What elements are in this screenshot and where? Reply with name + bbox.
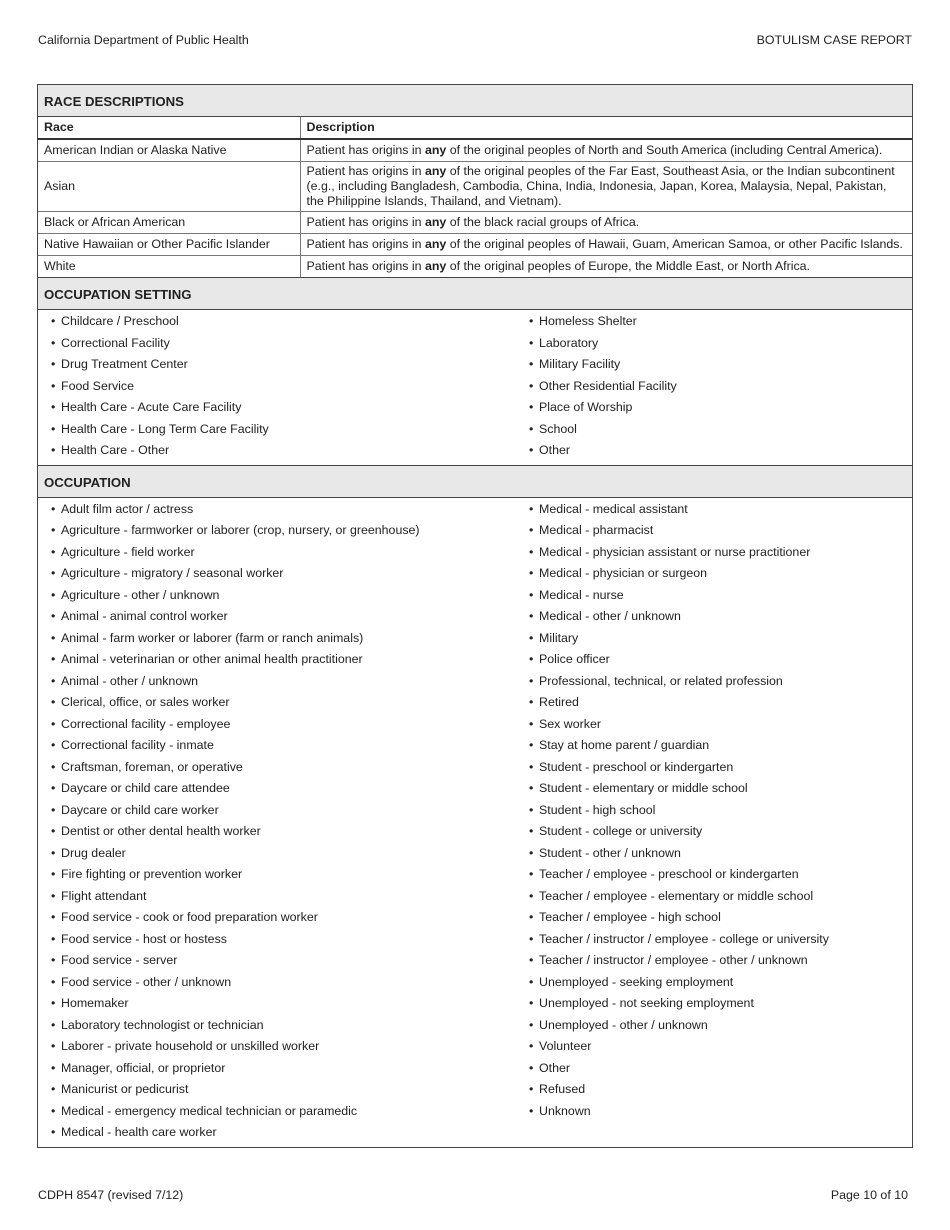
bullet-icon: • bbox=[51, 888, 56, 903]
list-item-label: Food service - cook or food preparation worker bbox=[61, 910, 318, 924]
list-item-label: Homeless Shelter bbox=[539, 314, 637, 328]
list-item-label: Dentist or other dental health worker bbox=[61, 824, 261, 838]
bullet-icon: • bbox=[51, 738, 56, 752]
list-item bbox=[51, 908, 529, 930]
bullet-icon: • bbox=[529, 802, 534, 817]
list-item bbox=[529, 377, 912, 399]
list-item bbox=[529, 312, 912, 334]
bullet-icon: • bbox=[51, 587, 56, 602]
list-item-label: Manager, official, or proprietor bbox=[61, 1060, 226, 1075]
list-item-label: Student - other / unknown bbox=[539, 845, 681, 860]
list-item-label: Animal - veterinarian or other animal health practitioner bbox=[61, 652, 363, 666]
list-item bbox=[51, 801, 529, 823]
bullet-icon: • bbox=[529, 421, 534, 436]
bullet-icon: • bbox=[529, 910, 534, 924]
list-item-label: Daycare or child care worker bbox=[61, 802, 219, 817]
list-item bbox=[51, 779, 529, 801]
list-item bbox=[529, 973, 912, 995]
list-item bbox=[529, 650, 912, 672]
list-item bbox=[529, 930, 912, 952]
list-item bbox=[529, 586, 912, 608]
list-item-label: Manicurist or pedicurist bbox=[61, 1082, 189, 1096]
list-item-label: Other bbox=[539, 1060, 570, 1075]
list-item bbox=[529, 1102, 912, 1124]
list-item bbox=[529, 564, 912, 586]
bullet-icon: • bbox=[529, 335, 534, 350]
list-item-label: Refused bbox=[539, 1082, 586, 1096]
list-item-label: Unemployed - other / unknown bbox=[539, 1017, 708, 1032]
occupation-list bbox=[38, 498, 912, 1147]
occupation-setting-right-column bbox=[529, 312, 912, 463]
list-item-label: Volunteer bbox=[539, 1039, 592, 1053]
list-item bbox=[51, 865, 529, 887]
bullet-icon: • bbox=[51, 443, 56, 457]
list-item-label: Food Service bbox=[61, 378, 135, 393]
form-number: CDPH 8547 (revised 7/12) bbox=[38, 1188, 184, 1202]
list-item-label: Student - college or university bbox=[539, 824, 703, 838]
list-item-label: Student - elementary or middle school bbox=[539, 781, 748, 795]
list-item bbox=[51, 521, 529, 543]
list-item-label: Agriculture - migratory / seasonal worker bbox=[61, 566, 284, 580]
list-item bbox=[51, 398, 529, 420]
bullet-icon: • bbox=[529, 996, 534, 1010]
bullet-icon: • bbox=[529, 974, 534, 989]
bullet-icon: • bbox=[529, 953, 534, 967]
table-row bbox=[38, 256, 912, 278]
list-item-label: Police officer bbox=[539, 652, 610, 666]
list-item-label: Medical - other / unknown bbox=[539, 609, 681, 623]
bullet-icon: • bbox=[529, 781, 534, 795]
bullet-icon: • bbox=[529, 566, 534, 580]
list-item bbox=[51, 930, 529, 952]
list-item-label: Daycare or child care attendee bbox=[61, 781, 230, 795]
list-item-label: Food service - server bbox=[61, 953, 178, 967]
bullet-icon: • bbox=[529, 931, 534, 946]
list-item-label: Teacher / employee - elementary or middle school bbox=[539, 888, 814, 903]
list-item-label: Medical - nurse bbox=[539, 587, 624, 602]
bullet-icon: • bbox=[51, 974, 56, 989]
bullet-icon: • bbox=[529, 1039, 534, 1053]
bullet-icon: • bbox=[51, 931, 56, 946]
bullet-icon: • bbox=[51, 824, 56, 838]
list-item bbox=[529, 441, 912, 463]
table-row bbox=[38, 234, 912, 256]
list-item bbox=[51, 994, 529, 1016]
table-row bbox=[38, 139, 912, 162]
bullet-icon: • bbox=[51, 1017, 56, 1032]
bullet-icon: • bbox=[529, 716, 534, 731]
list-item-label: Agriculture - other / unknown bbox=[61, 587, 220, 602]
list-item bbox=[51, 377, 529, 399]
page-number: Page 10 of 10 bbox=[830, 1188, 908, 1202]
bullet-icon: • bbox=[529, 888, 534, 903]
bullet-icon: • bbox=[529, 501, 534, 516]
race-description: Patient has origins in any of the original peoples of North and South America (including Central America). bbox=[300, 139, 912, 162]
bullet-icon: • bbox=[529, 1060, 534, 1075]
list-item bbox=[529, 758, 912, 780]
list-item bbox=[529, 779, 912, 801]
list-item bbox=[51, 420, 529, 442]
list-item bbox=[51, 973, 529, 995]
list-item-label: Childcare / Preschool bbox=[61, 314, 179, 328]
list-item-label: Health Care - Other bbox=[61, 443, 170, 457]
list-item-label: Student - high school bbox=[539, 802, 656, 817]
bullet-icon: • bbox=[529, 523, 534, 537]
list-item bbox=[529, 715, 912, 737]
header-report-title: BOTULISM CASE REPORT bbox=[756, 33, 912, 47]
list-item-label: Other Residential Facility bbox=[539, 378, 677, 393]
list-item bbox=[529, 500, 912, 522]
occupation-setting-left-column bbox=[38, 312, 529, 463]
list-item bbox=[51, 441, 529, 463]
bullet-icon: • bbox=[51, 673, 56, 688]
list-item-label: Medical - medical assistant bbox=[539, 501, 688, 516]
bullet-icon: • bbox=[51, 421, 56, 436]
bullet-icon: • bbox=[51, 781, 56, 795]
bullet-icon: • bbox=[529, 400, 534, 414]
bullet-icon: • bbox=[529, 673, 534, 688]
list-item bbox=[51, 844, 529, 866]
list-item bbox=[51, 736, 529, 758]
bullet-icon: • bbox=[51, 1103, 56, 1118]
list-item-label: Teacher / employee - high school bbox=[539, 910, 721, 924]
list-item-label: Laborer - private household or unskilled worker bbox=[61, 1039, 320, 1053]
occupation-setting-list bbox=[38, 310, 912, 465]
list-item-label: Correctional facility - employee bbox=[61, 716, 231, 731]
bullet-icon: • bbox=[51, 609, 56, 623]
bullet-icon: • bbox=[529, 738, 534, 752]
list-item-label: Craftsman, foreman, or operative bbox=[61, 759, 243, 774]
list-item-label: Unemployed - not seeking employment bbox=[539, 996, 754, 1010]
race-table bbox=[38, 117, 912, 277]
list-item bbox=[51, 1080, 529, 1102]
list-item bbox=[529, 521, 912, 543]
bullet-icon: • bbox=[529, 652, 534, 666]
bullet-icon: • bbox=[529, 357, 534, 371]
list-item bbox=[51, 758, 529, 780]
list-item-label: Clerical, office, or sales worker bbox=[61, 695, 230, 709]
list-item bbox=[529, 607, 912, 629]
list-item bbox=[51, 607, 529, 629]
list-item-label: Teacher / instructor / employee - college or university bbox=[539, 931, 829, 946]
list-item bbox=[529, 908, 912, 930]
bullet-icon: • bbox=[529, 867, 534, 881]
bullet-icon: • bbox=[529, 824, 534, 838]
list-item-label: Health Care - Long Term Care Facility bbox=[61, 421, 269, 436]
bullet-icon: • bbox=[51, 910, 56, 924]
list-item bbox=[51, 355, 529, 377]
list-item bbox=[51, 586, 529, 608]
bullet-icon: • bbox=[51, 1039, 56, 1053]
bullet-icon: • bbox=[51, 378, 56, 393]
race-column-header: Race bbox=[38, 117, 300, 139]
list-item-label: Health Care - Acute Care Facility bbox=[61, 400, 242, 414]
race-name: White bbox=[38, 256, 300, 278]
list-item bbox=[51, 543, 529, 565]
list-item-label: Military Facility bbox=[539, 357, 621, 371]
list-item bbox=[529, 629, 912, 651]
race-description: Patient has origins in any of the original peoples of the Far East, Southeast Asia, or the Indian subcontinent (e.g., including Bangladesh, Cambodia, China, India, Indonesia, Japan, Korea, Malaysia, Nepal, Pakistan, the Philippine Islands, Thailand, and Vietnam). bbox=[300, 162, 912, 212]
list-item bbox=[529, 736, 912, 758]
list-item bbox=[51, 1037, 529, 1059]
bullet-icon: • bbox=[51, 544, 56, 559]
bullet-icon: • bbox=[51, 867, 56, 881]
bullet-icon: • bbox=[529, 609, 534, 623]
list-item bbox=[51, 334, 529, 356]
bullet-icon: • bbox=[51, 652, 56, 666]
bullet-icon: • bbox=[51, 1125, 56, 1139]
bullet-icon: • bbox=[51, 1060, 56, 1075]
bullet-icon: • bbox=[51, 996, 56, 1010]
list-item bbox=[51, 312, 529, 334]
list-item bbox=[51, 951, 529, 973]
race-name: Asian bbox=[38, 162, 300, 212]
list-item bbox=[51, 500, 529, 522]
list-item bbox=[529, 994, 912, 1016]
list-item bbox=[51, 629, 529, 651]
list-item-label: Laboratory bbox=[539, 335, 599, 350]
list-item-label: Animal - farm worker or laborer (farm or ranch animals) bbox=[61, 630, 364, 645]
list-item-label: Agriculture - field worker bbox=[61, 544, 195, 559]
bullet-icon: • bbox=[51, 335, 56, 350]
bullet-icon: • bbox=[51, 802, 56, 817]
bullet-icon: • bbox=[51, 845, 56, 860]
list-item bbox=[529, 951, 912, 973]
bullet-icon: • bbox=[529, 544, 534, 559]
race-description: Patient has origins in any of the original peoples of Hawaii, Guam, American Samoa, or other Pacific Islands. bbox=[300, 234, 912, 256]
list-item-label: Teacher / employee - preschool or kindergarten bbox=[539, 867, 799, 881]
list-item bbox=[51, 887, 529, 909]
race-description: Patient has origins in any of the black racial groups of Africa. bbox=[300, 212, 912, 234]
bullet-icon: • bbox=[51, 314, 56, 328]
list-item-label: Food service - other / unknown bbox=[61, 974, 232, 989]
list-item bbox=[51, 1016, 529, 1038]
race-name: Native Hawaiian or Other Pacific Islander bbox=[38, 234, 300, 256]
bullet-icon: • bbox=[51, 759, 56, 774]
list-item bbox=[529, 1016, 912, 1038]
list-item-label: Fire fighting or prevention worker bbox=[61, 867, 243, 881]
list-item bbox=[529, 1059, 912, 1081]
list-item-label: Medical - physician assistant or nurse practitioner bbox=[539, 544, 811, 559]
list-item bbox=[51, 564, 529, 586]
list-item-label: Medical - health care worker bbox=[61, 1125, 217, 1139]
list-item bbox=[51, 822, 529, 844]
bullet-icon: • bbox=[529, 1017, 534, 1032]
occupation-right-column bbox=[529, 500, 912, 1145]
bullet-icon: • bbox=[51, 357, 56, 371]
occupation-title: OCCUPATION bbox=[38, 465, 912, 498]
list-item-label: Other bbox=[539, 443, 570, 457]
list-item-label: Drug dealer bbox=[61, 845, 126, 860]
list-item bbox=[529, 693, 912, 715]
list-item-label: Homemaker bbox=[61, 996, 129, 1010]
bullet-icon: • bbox=[529, 630, 534, 645]
list-item bbox=[529, 334, 912, 356]
list-item bbox=[529, 398, 912, 420]
race-description: Patient has origins in any of the original peoples of Europe, the Middle East, or North Africa. bbox=[306, 259, 810, 273]
list-item bbox=[529, 887, 912, 909]
race-section-title: RACE DESCRIPTIONS bbox=[38, 85, 912, 117]
list-item-label: Unemployed - seeking employment bbox=[539, 974, 734, 989]
list-item bbox=[51, 715, 529, 737]
bullet-icon: • bbox=[529, 695, 534, 709]
list-item bbox=[529, 822, 912, 844]
list-item-label: Adult film actor / actress bbox=[61, 501, 194, 516]
race-name: Black or African American bbox=[38, 212, 300, 234]
list-item bbox=[529, 801, 912, 823]
list-item bbox=[529, 672, 912, 694]
list-item bbox=[51, 1123, 529, 1145]
list-item-label: Retired bbox=[539, 695, 579, 709]
list-item bbox=[51, 672, 529, 694]
list-item bbox=[51, 650, 529, 672]
list-item bbox=[529, 1080, 912, 1102]
bullet-icon: • bbox=[51, 501, 56, 516]
list-item-label: Stay at home parent / guardian bbox=[539, 738, 710, 752]
bullet-icon: • bbox=[529, 1082, 534, 1096]
list-item-label: Sex worker bbox=[539, 716, 601, 731]
description-column-header: Description bbox=[300, 117, 912, 139]
list-item-label: Student - preschool or kindergarten bbox=[539, 759, 734, 774]
list-item-label: Medical - physician or surgeon bbox=[539, 566, 708, 580]
bullet-icon: • bbox=[529, 1103, 534, 1118]
table-row bbox=[38, 162, 912, 212]
list-item-label: Military bbox=[539, 630, 579, 645]
occupation-setting-title: OCCUPATION SETTING bbox=[38, 277, 912, 310]
list-item-label: Drug Treatment Center bbox=[61, 357, 188, 371]
list-item bbox=[529, 420, 912, 442]
bullet-icon: • bbox=[529, 378, 534, 393]
bullet-icon: • bbox=[51, 953, 56, 967]
bullet-icon: • bbox=[529, 443, 534, 457]
list-item bbox=[529, 1037, 912, 1059]
list-item-label: Laboratory technologist or technician bbox=[61, 1017, 264, 1032]
list-item-label: Place of Worship bbox=[539, 400, 633, 414]
list-item-label: Animal - animal control worker bbox=[61, 609, 228, 623]
list-item-label: Food service - host or hostess bbox=[61, 931, 227, 946]
list-item-label: Professional, technical, or related profession bbox=[539, 673, 783, 688]
bullet-icon: • bbox=[51, 400, 56, 414]
bullet-icon: • bbox=[51, 566, 56, 580]
bullet-icon: • bbox=[529, 314, 534, 328]
bullet-icon: • bbox=[51, 695, 56, 709]
occupation-left-column bbox=[38, 500, 529, 1145]
list-item bbox=[529, 355, 912, 377]
list-item bbox=[529, 543, 912, 565]
bullet-icon: • bbox=[529, 587, 534, 602]
list-item bbox=[529, 865, 912, 887]
bullet-icon: • bbox=[51, 523, 56, 537]
header-agency: California Department of Public Health bbox=[38, 33, 249, 47]
bullet-icon: • bbox=[51, 716, 56, 731]
table-row bbox=[38, 212, 912, 234]
list-item-label: Correctional facility - inmate bbox=[61, 738, 214, 752]
bullet-icon: • bbox=[51, 1082, 56, 1096]
bullet-icon: • bbox=[529, 759, 534, 774]
list-item-label: Teacher / instructor / employee - other / unknown bbox=[539, 953, 808, 967]
race-name: American Indian or Alaska Native bbox=[38, 139, 300, 162]
bullet-icon: • bbox=[529, 845, 534, 860]
list-item bbox=[51, 1059, 529, 1081]
list-item bbox=[529, 844, 912, 866]
list-item-label: Unknown bbox=[539, 1103, 591, 1118]
list-item bbox=[51, 1102, 529, 1124]
list-item-label: Flight attendant bbox=[61, 888, 147, 903]
list-item-label: Medical - emergency medical technician or paramedic bbox=[61, 1103, 358, 1118]
list-item-label: School bbox=[539, 421, 577, 436]
list-item-label: Medical - pharmacist bbox=[539, 523, 654, 537]
list-item-label: Correctional Facility bbox=[61, 335, 170, 350]
list-item-label: Agriculture - farmworker or laborer (crop, nursery, or greenhouse) bbox=[61, 523, 420, 537]
list-item-label: Animal - other / unknown bbox=[61, 673, 199, 688]
form-frame bbox=[37, 84, 913, 1148]
list-item bbox=[51, 693, 529, 715]
bullet-icon: • bbox=[51, 630, 56, 645]
